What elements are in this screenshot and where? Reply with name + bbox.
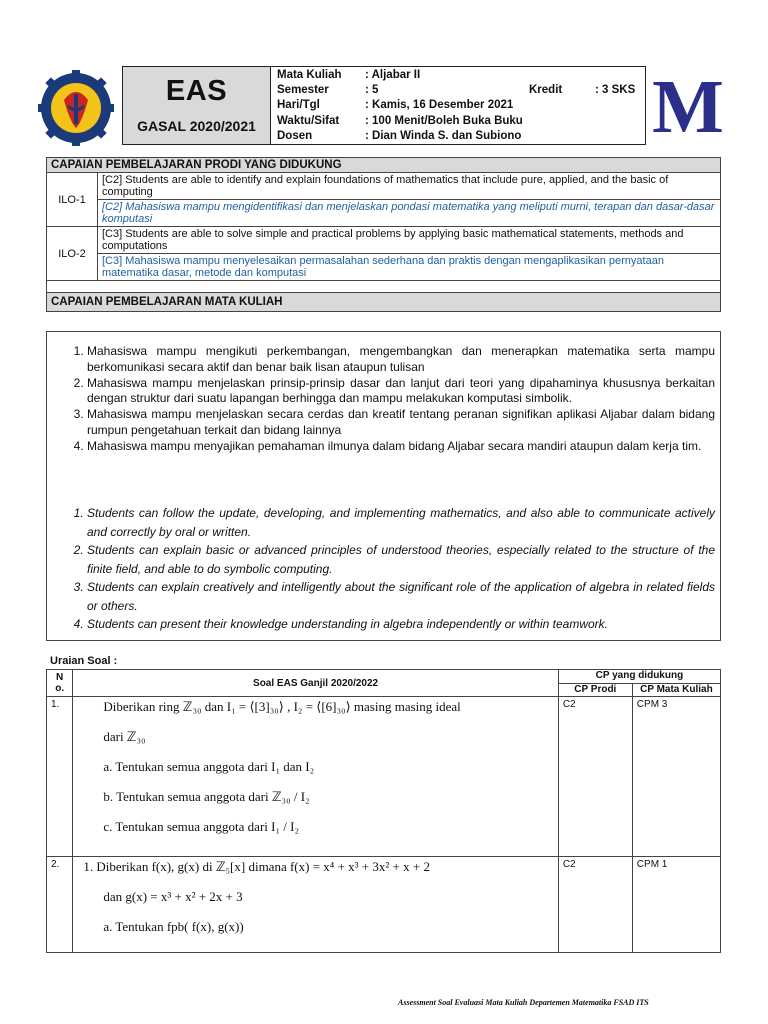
info-row-time: Waktu/Sifat : 100 Menit/Boleh Buka Buku xyxy=(277,114,523,127)
ilo-code: ILO-1 xyxy=(47,173,98,227)
question-line: b. Tentukan semua anggota dari ℤ₃₀ / I₂ xyxy=(103,789,310,804)
col-no-header: N o. xyxy=(47,670,73,697)
kredit-value: : 3 SKS xyxy=(595,84,636,97)
ilo-en-text: [C3] Students are able to solve simple and practical problems by applying basic mathematical statements, methods and computations xyxy=(98,227,721,254)
list-item: 3. Mahasiswa mampu menjelaskan secara cerdas dan kreatif tentang peranan signifikan aplikasi Aljabar dalam bidang rumpun pengetahuan terkait dan bidang lainnya xyxy=(87,407,715,439)
m-logo-icon xyxy=(652,72,724,142)
exam-period: GASAL 2020/2021 xyxy=(137,118,256,134)
cp-mk-value: CPM 1 xyxy=(632,857,720,953)
list-item: 1. Students can follow the update, developing, and implementing mathematics, and also able to communicate actively and correctly by oral or written. xyxy=(87,504,715,541)
cp-prodi-title: CAPAIAN PEMBELAJARAN PRODI YANG DIDUKUNG xyxy=(47,158,721,173)
question-line: dan g(x) = x³ + x² + 2x + 3 xyxy=(103,889,243,904)
department-logo-icon xyxy=(652,72,724,142)
col-cp-prodi-header: CP Prodi xyxy=(558,683,632,697)
info-row-lecturer: Dosen : Dian Winda S. dan Subiono xyxy=(277,129,522,142)
row-number: 1. xyxy=(47,697,73,857)
cp-mk-value: CPM 3 xyxy=(632,697,720,857)
page-footer: Assessment Soal Evaluasi Mata Kuliah Departemen Matematika FSAD ITS xyxy=(398,998,649,1007)
question-line: a. Tentukan fpb( f(x), g(x)) xyxy=(103,919,244,934)
soal-table xyxy=(46,669,721,953)
table-row xyxy=(47,857,721,953)
question-cell xyxy=(73,697,558,857)
svg-text:M: M xyxy=(652,72,724,142)
row-number: 2. xyxy=(47,857,73,953)
ilo-id-text: [C3] Mahasiswa mampu menyelesaikan permasalahan sederhana dan praktis dengan mengaplikasikan pernyataan matematika dasar, metode dan komputasi xyxy=(98,254,721,281)
exam-title-panel xyxy=(123,67,271,144)
cpmk-title: CAPAIAN PEMBELAJARAN MATA KULIAH xyxy=(47,293,721,312)
list-item: 2. Students can explain basic or advanced principles of understood theories, especially related to the structure of the finite field, and able to do symbolic computing. xyxy=(87,541,715,578)
question-line: c. Tentukan semua anggota dari I₁ / I₂ xyxy=(103,819,299,834)
list-item: 3. Students can explain creatively and intelligently about the significant role of the application of algebra in related fields or others. xyxy=(87,578,715,615)
info-row-semester: Semester : 5 Kredit : 3 SKS xyxy=(277,83,637,98)
its-logo-icon xyxy=(38,70,114,146)
col-cp-header: CP yang didukung xyxy=(558,670,720,684)
question-line: dari ℤ₃₀ xyxy=(103,729,146,744)
list-item: 2. Mahasiswa mampu menjelaskan prinsip-prinsip dasar dan lanjut dari teori yang dipahaminya khususnya berkaitan dengan struktur dari suatu lapangan berhingga dan mampu melakukan komputasi simbolik. xyxy=(87,376,715,408)
exam-info xyxy=(277,68,637,144)
section-label: Uraian Soal : xyxy=(50,655,118,667)
ilo-code: ILO-2 xyxy=(47,227,98,281)
exam-header xyxy=(122,66,646,145)
exam-title: EAS xyxy=(165,75,228,107)
question-line: a. Tentukan semua anggota dari I₁ dan I₂ xyxy=(103,759,315,774)
ilo-id-text: [C2] Mahasiswa mampu mengidentifikasi dan menjelaskan pondasi matematika yang meliputi murni, terapan dan dasar-dasar komputasi xyxy=(98,200,721,227)
col-soal-header: Soal EAS Ganjil 2020/2022 xyxy=(73,670,558,697)
table-row xyxy=(47,697,721,857)
question-cell xyxy=(73,857,558,953)
info-row-course: Mata Kuliah : Aljabar II xyxy=(277,69,421,81)
col-cp-mk-header: CP Mata Kuliah xyxy=(632,683,720,697)
cp-prodi-value: C2 xyxy=(558,857,632,953)
kredit-label: Kredit xyxy=(529,84,563,97)
list-item: 1. Mahasiswa mampu mengikuti perkembangan, mengembangkan dan menerapkan matematika serta mampu berkomunikasi secara aktif dan benar baik lisan ataupun tulisan xyxy=(87,344,715,376)
question-line: Diberikan ring ℤ₃₀ dan I₁ = ⟨[3]₃₀⟩ , I₂ = ⟨[6]₃₀⟩ masing masing ideal xyxy=(103,699,461,714)
info-row-date: Hari/Tgl : Kamis, 16 Desember 2021 xyxy=(277,99,514,112)
ilo-en-text: [C2] Students are able to identify and explain foundations of mathematics that include pure, applied, and the basic of computing xyxy=(98,173,721,200)
cp-prodi-table xyxy=(46,157,721,312)
spacer-row xyxy=(47,281,721,293)
cpmk-id-list xyxy=(87,344,715,455)
cpmk-content xyxy=(46,331,721,641)
question-line: 1. Diberikan f(x), g(x) di ℤ₅[x] dimana f(x) = x⁴ + x³ + 3x² + x + 2 xyxy=(83,859,430,874)
list-item: 4. Mahasiswa mampu menyajikan pemahaman ilmunya dalam bidang Aljabar secara mandiri ataupun dalam kerja tim. xyxy=(87,439,715,455)
cp-prodi-value: C2 xyxy=(558,697,632,857)
list-item: 4. Students can present their knowledge understanding in algebra independently or within teamwork. xyxy=(87,615,715,634)
cpmk-en-list xyxy=(87,504,715,634)
